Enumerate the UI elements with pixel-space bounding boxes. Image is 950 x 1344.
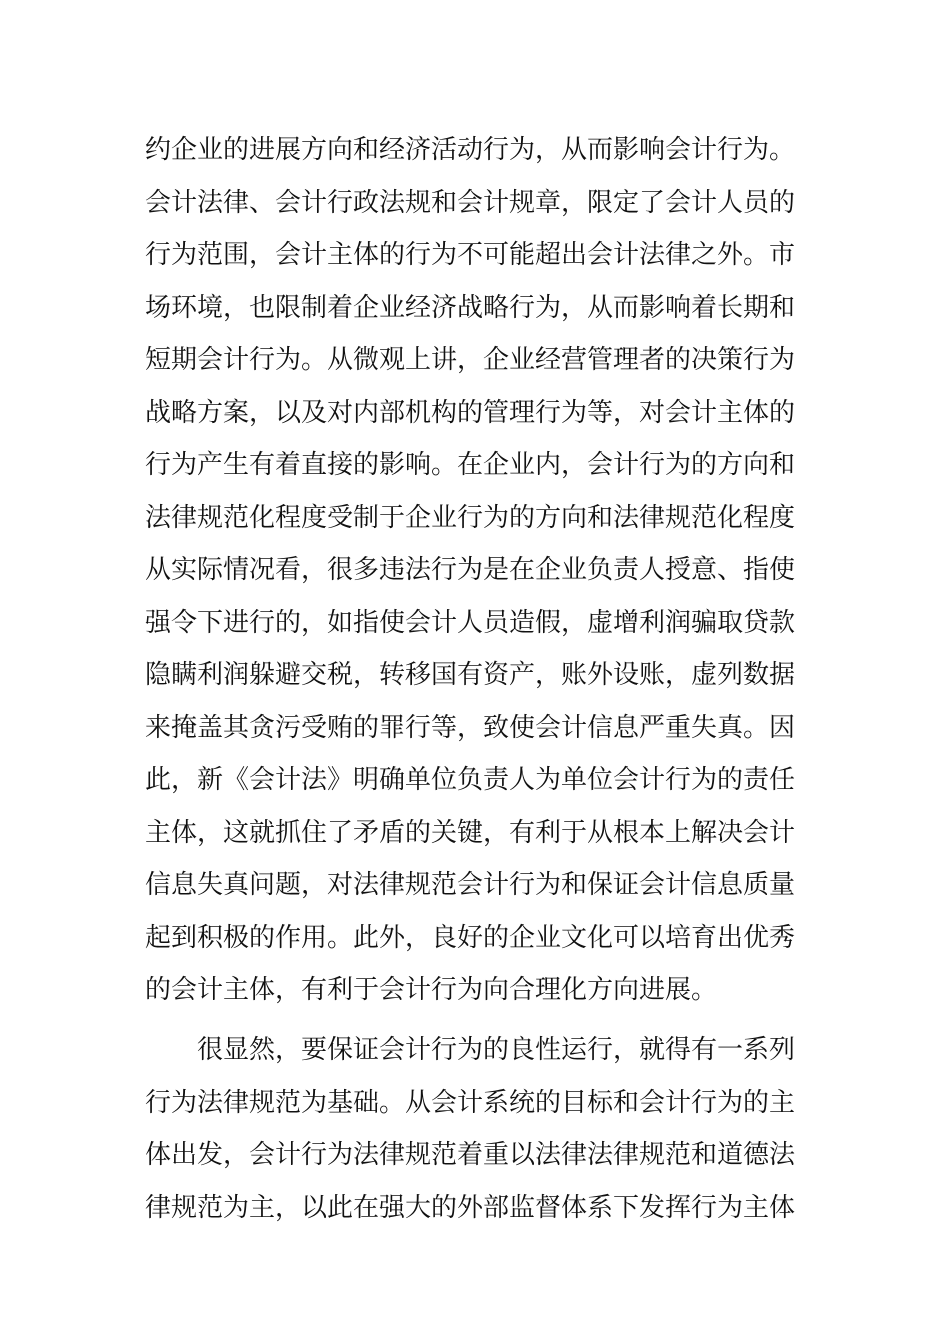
paragraph-line: 行为产生有着直接的影响。在企业内，会计行为的方向和 bbox=[145, 450, 796, 480]
paragraph-line: 律规范为主，以此在强大的外部监督体系下发挥行为主体 bbox=[145, 1192, 796, 1223]
paragraph-line: 战略方案，以及对内部机构的管理行为等，对会计主体的 bbox=[145, 397, 796, 428]
paragraph-line: 法律规范化程度受制于企业行为的方向和法律规范化程度 bbox=[145, 502, 796, 533]
paragraph-line: 体出发，会计行为法律规范着重以法律法律规范和道德法 bbox=[145, 1140, 796, 1170]
paragraph-line: 行为法律规范为基础。从会计系统的目标和会计行为的主 bbox=[145, 1087, 796, 1118]
paragraph-line: 强令下进行的，如指使会计人员造假，虚增利润骗取贷款 bbox=[145, 607, 796, 638]
paragraph-line: 很显然，要保证会计行为的良性运行，就得有一系列 bbox=[197, 1035, 796, 1065]
paragraph-2 bbox=[145, 1024, 825, 1234]
paragraph-line: 会计法律、会计行政法规和会计规章，限定了会计人员的 bbox=[145, 187, 796, 218]
paragraph-line: 场环境，也限制着企业经济战略行为，从而影响着长期和 bbox=[145, 292, 796, 323]
paragraph-line: 隐瞒利润躲避交税，转移国有资产，账外设账，虚列数据 bbox=[145, 660, 796, 690]
paragraph-line: 此，新《会计法》明确单位负责人为单位会计行为的责任 bbox=[145, 765, 796, 795]
paragraph-line: 主体，这就抓住了矛盾的关键，有利于从根本上解决会计 bbox=[145, 817, 796, 848]
paragraph-line: 行为范围，会计主体的行为不可能超出会计法律之外。市 bbox=[145, 240, 796, 270]
paragraph-line: 来掩盖其贪污受贿的罪行等，致使会计信息严重失真。因 bbox=[145, 712, 796, 743]
paragraph-line: 信息失真问题，对法律规范会计行为和保证会计信息质量 bbox=[145, 870, 796, 900]
paragraph-1 bbox=[145, 124, 825, 1017]
paragraph-line: 起到积极的作用。此外，良好的企业文化可以培育出优秀 bbox=[145, 922, 796, 953]
paragraph-line: 从实际情况看，很多违法行为是在企业负责人授意、指使 bbox=[145, 555, 796, 585]
paragraph-line: 的会计主体，有利于会计行为向合理化方向进展。 bbox=[145, 975, 718, 1005]
paragraph-line: 约企业的进展方向和经济活动行为，从而影响会计行为。 bbox=[145, 135, 796, 165]
paragraph-line: 短期会计行为。从微观上讲，企业经营管理者的决策行为 bbox=[145, 345, 796, 375]
